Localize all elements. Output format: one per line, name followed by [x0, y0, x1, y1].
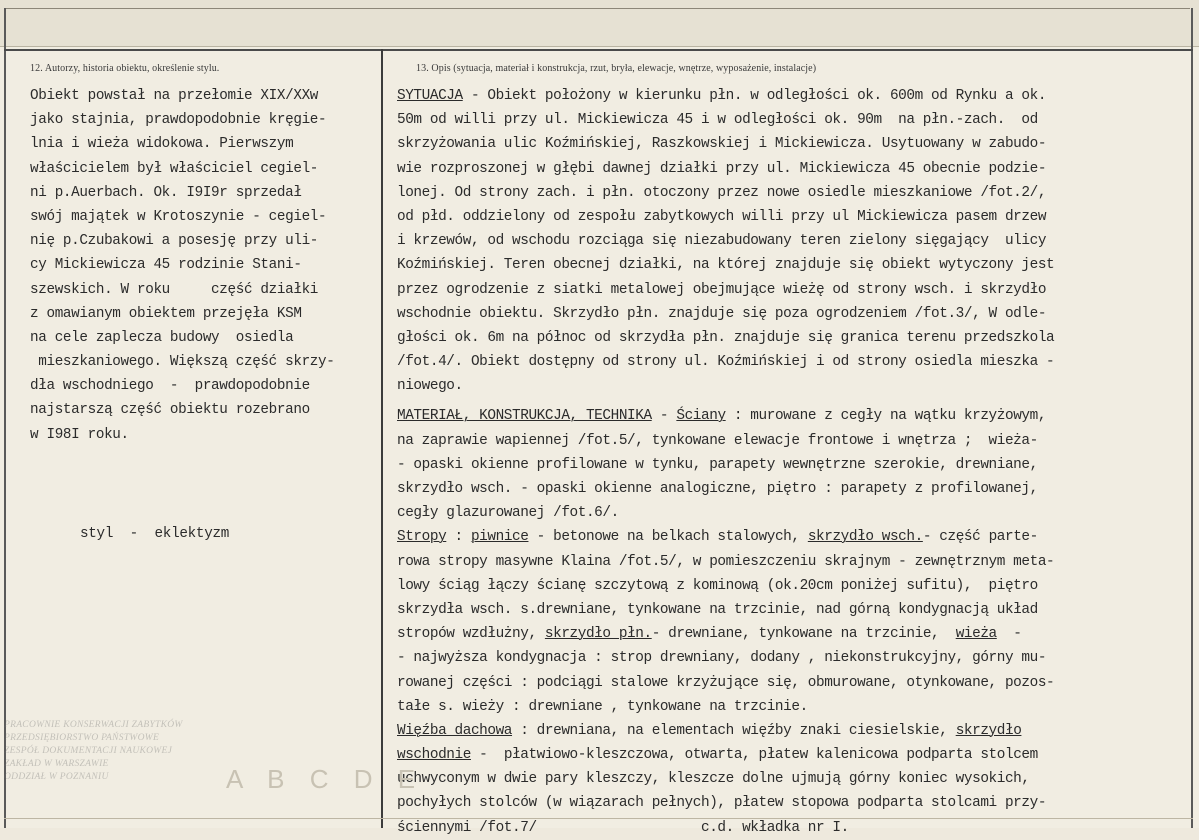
description-line	[397, 453, 1189, 477]
stamp-line: PRACOWNIE KONSERWACJI ZABYTKÓW	[4, 720, 183, 730]
stamp-line: ZESPÓŁ DOKUMENTACJI NAUKOWEJ	[4, 746, 173, 756]
text-run: uchwyconym w dwie pary kleszczy, kleszcze dolne ujmują górny koniec wysokich,	[397, 771, 1030, 788]
underlined-term: wschodnie	[397, 747, 471, 764]
description-line	[397, 374, 1189, 398]
text-run: ściennymi /fot.7/ c.d. wkładka nr I.	[397, 819, 849, 836]
text-run: skrzydła wsch. s.drewniane, tynkowane na trzcinie, nad górną kondygnacją układ	[397, 601, 1038, 618]
description-line	[397, 671, 1189, 695]
history-line: najstarszą część obiektu rozebrano	[30, 402, 310, 419]
text-run: - najwyższa kondygnacja : strop drewniany, dodany , niekonstrukcyjny, górny mu-	[397, 650, 1047, 667]
text-run: pochyłych stolców (w wiązarach pełnych), płatew stopowa podparta stolcami przy-	[397, 795, 1047, 812]
underlined-term: piwnice	[470, 529, 529, 546]
text-run: 50m od willi przy ul. Mickiewicza 45 i w odległości ok. 90m na płn.-zach. od	[397, 112, 1038, 129]
underlined-term: skrzydło wsch.	[807, 529, 923, 546]
text-run: skrzyżowania ulic Koźmińskiej, Raszkowskiej i Mickiewicza. Usytuowany w zabudo-	[397, 136, 1047, 153]
underlined-term: skrzydło płn.	[544, 626, 652, 643]
history-line: mieszkaniowego. Większą część skrzy-	[30, 354, 335, 371]
outer-right-border	[1191, 8, 1193, 828]
description-line	[397, 253, 1189, 277]
bottom-rule	[4, 818, 1193, 819]
history-line: właścicielem był właściciel cegiel-	[30, 160, 319, 177]
history-line: w I98I roku.	[30, 426, 129, 443]
text-run: skrzydło wsch. - opaski okienne analogiczne, piętro : parapety z profilowanej,	[397, 481, 1038, 497]
text-run: tałe s. wieży : drewniane , tynkowane na trzcinie.	[397, 698, 808, 715]
history-line: szewskich. W roku część działki	[30, 281, 319, 298]
description-line	[397, 550, 1189, 574]
description-line	[397, 622, 1189, 646]
text-run: niowego.	[397, 378, 463, 395]
text-run: przez ogrodzenie z siatki metalowej obejmujące wieżę od strony wsch. i skrzydło	[397, 281, 1047, 298]
underlined-term: Stropy	[397, 529, 447, 546]
text-run: - drewniane, tynkowane na trzcinie,	[651, 626, 956, 643]
description-line	[397, 278, 1189, 302]
text-run: Koźmińskiej. Teren obecnej działki, na której znajduje się obiekt wytyczony jest	[397, 257, 1055, 274]
history-line: cy Mickiewicza 45 rodzinie Stani-	[30, 257, 302, 274]
history-line: swój majątek w Krotoszynie - cegiel-	[30, 208, 327, 225]
institution-stamp	[4, 719, 224, 801]
text-run: i krzewów, od wschodu rozciąga się niezabudowany teren zielony sięgający ulicy	[397, 233, 1047, 250]
text-run: -	[651, 408, 677, 425]
section-top-rule	[4, 49, 1193, 51]
description-line	[397, 767, 1189, 791]
stamp-line: ZAKŁAD W WARSZAWIE	[4, 759, 109, 769]
text-run: -	[996, 626, 1022, 643]
history-line: ni p.Auerbach. Ok. I9I9r sprzedał	[30, 184, 302, 201]
description-line	[397, 132, 1189, 156]
description-line	[397, 719, 1189, 743]
outer-top-border	[4, 8, 1190, 9]
text-run: - Obiekt położony w kierunku płn. w odległości ok. 600m od Rynku a ok.	[462, 88, 1047, 104]
description-line	[397, 598, 1189, 622]
underlined-term: skrzydło	[955, 722, 1022, 739]
description-line	[397, 157, 1189, 181]
text-run: : murowane z cegły na wątku krzyżowym,	[725, 408, 1047, 425]
description-line	[397, 646, 1189, 670]
text-run: - betonowe na belkach stalowych,	[528, 529, 808, 546]
text-run: lonej. Od strony zach. i płn. otoczony przez nowe osiedle mieszkaniowe /fot.2/,	[397, 184, 1047, 201]
text-run: rowanej części : podciągi stalowe krzyżujące się, obmurowane, otynkowane, pozos-	[397, 674, 1055, 691]
section-12-heading: 12. Autorzy, historia obiektu, określenie stylu.	[30, 63, 220, 74]
column-divider	[381, 49, 383, 828]
text-run: - opaski okienne profilowane w tynku, parapety wewnętrzne szerokie, drewniane,	[397, 456, 1038, 473]
history-text	[30, 84, 378, 447]
text-run: - płatwiowo-kleszczowa, otwarta, płatew kalenicowa podparta stolcem	[470, 747, 1038, 764]
history-line: dła wschodniego - prawdopodobnie	[30, 378, 310, 395]
description-line	[397, 302, 1189, 326]
description-line	[397, 326, 1189, 350]
text-run: rowa stropy masywne Klaina /fot.5/, w pomieszczeniu skrajnym - zewnętrznym meta-	[397, 553, 1055, 570]
description-line	[397, 404, 1189, 428]
underlined-term: wieża	[955, 626, 997, 643]
history-line: nię p.Czubakowi a posesję przy uli-	[30, 233, 319, 250]
description-text	[397, 84, 1189, 840]
underlined-term: MATERIAŁ, KONSTRUKCJA, TECHNIKA	[397, 408, 652, 425]
underlined-term: SYTUACJA	[397, 88, 463, 104]
text-run: - część parte-	[922, 529, 1038, 546]
description-line	[397, 743, 1189, 767]
stamp-letters: A B C D E	[226, 764, 425, 794]
text-run: cegły glazurowanej /fot.6/.	[397, 505, 619, 522]
text-run: na zaprawie wapiennej /fot.5/, tynkowane elewacje frontowe i wnętrza ; wieża-	[397, 432, 1038, 449]
underlined-term: Ściany	[676, 408, 726, 425]
description-line	[397, 791, 1189, 815]
stamp-line: PRZEDSIĘBIORSTWO PAŃSTWOWE	[4, 733, 160, 743]
text-run: lowy ściąg łączy ścianę szczytową z kominową (ok.20cm poniżej sufitu), piętro	[397, 577, 1038, 594]
description-line	[397, 574, 1189, 598]
description-line	[397, 108, 1189, 132]
description-line	[397, 429, 1189, 453]
history-line: na cele zaplecza budowy osiedla	[30, 329, 294, 346]
text-run: stropów wzdłużny,	[397, 626, 545, 643]
text-run: od płd. oddzielony od zespołu zabytkowych willi przy ul Mickiewicza pasem drzew	[397, 208, 1047, 225]
description-line	[397, 205, 1189, 229]
description-line	[397, 501, 1189, 525]
history-line: jako stajnia, prawdopodobnie kręgie-	[30, 112, 327, 129]
history-line: lnia i wieża widokowa. Pierwszym	[30, 136, 294, 153]
description-line	[397, 229, 1189, 253]
description-line	[397, 525, 1189, 549]
stamp-line: ODDZIAŁ W POZNANIU	[4, 772, 109, 782]
description-line	[397, 350, 1189, 374]
text-run: : drewniana, na elementach więźby znaki ciesielskie,	[512, 722, 956, 739]
text-run: wie rozproszonej w głębi dawnej działki przy ul. Mickiewicza 45 obecnie podzie-	[397, 160, 1047, 177]
text-run: :	[446, 529, 471, 546]
style-classification: styl - eklektyzm	[80, 526, 230, 542]
outer-left-border	[4, 8, 6, 828]
history-line: z omawianym obiektem przejęła KSM	[30, 305, 302, 322]
description-line	[397, 84, 1189, 108]
description-line	[397, 181, 1189, 205]
text-run: wschodnie obiektu. Skrzydło płn. znajduje się poza ogrodzeniem /fot.3/, W odle-	[397, 305, 1047, 322]
history-line: Obiekt powstał na przełomie XIX/XXw	[30, 88, 319, 104]
text-run: głości ok. 6m na północ od skrzydła płn. znajduje się granica terenu przedszkola	[397, 329, 1055, 346]
description-line	[397, 477, 1189, 501]
section-13-heading: 13. Opis (sytuacja, materiał i konstrukcja, rzut, bryła, elewacje, wnętrze, wyposażenie, instalacje)	[416, 63, 817, 74]
underlined-term: Więźba dachowa	[397, 722, 513, 739]
text-run: /fot.4/. Obiekt dostępny od strony ul. Koźmińskiej i od strony osiedla mieszka -	[397, 354, 1055, 371]
description-line	[397, 695, 1189, 719]
